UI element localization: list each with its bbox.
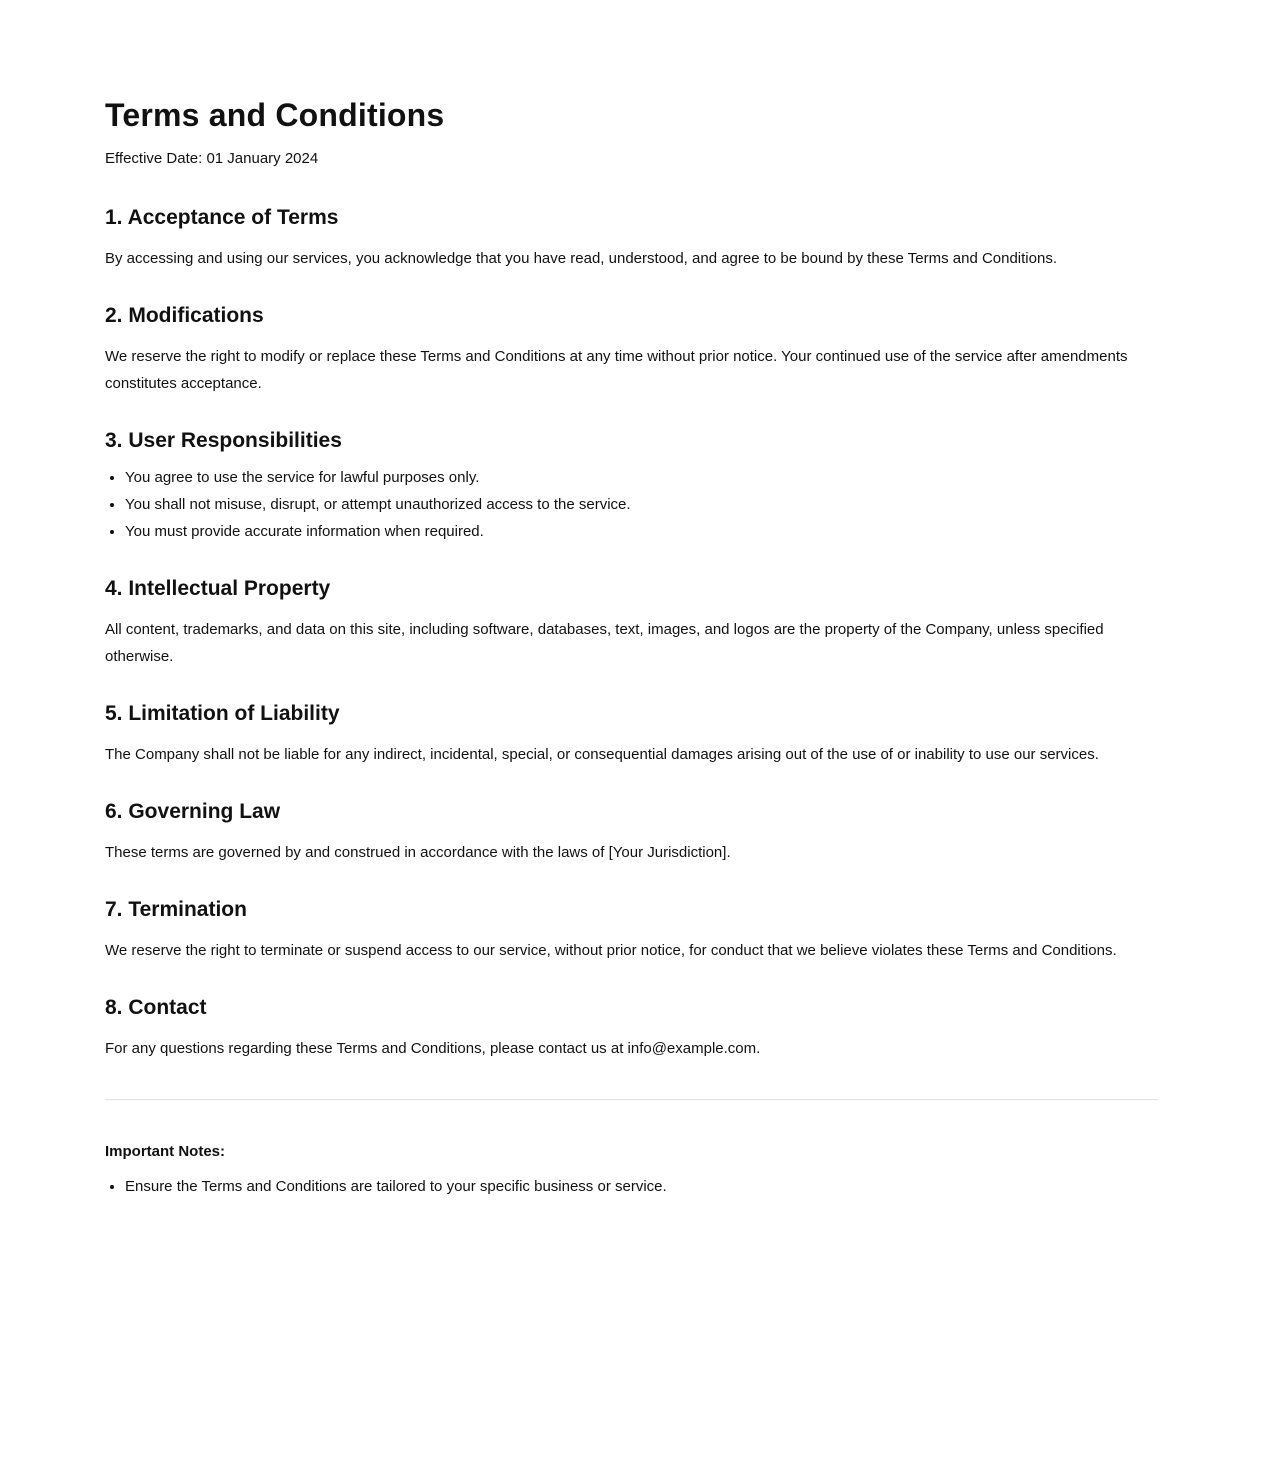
list-item: • You agree to use the service for lawful purposes only. [125, 464, 1158, 491]
notes-title: Important Notes: [105, 1143, 225, 1160]
effective-date: Effective Date: 01 January 2024 [105, 150, 319, 167]
section-heading: 8. Contact [105, 996, 207, 1019]
section-modifications [105, 302, 1158, 397]
section-acceptance-of-terms [105, 204, 1158, 272]
document-content [105, 0, 1158, 1200]
section-intellectual-property [105, 575, 1158, 670]
list-item: • You shall not misuse, disrupt, or attempt unauthorized access to the service. [125, 491, 1158, 518]
list-item: • You must provide accurate information when required. [125, 518, 1158, 545]
section-heading: 3. User Responsibilities [105, 429, 342, 452]
notes-list [105, 1173, 1158, 1200]
section-heading: 5. Limitation of Liability [105, 702, 340, 725]
section-heading: 2. Modifications [105, 304, 264, 327]
section-governing-law [105, 798, 1158, 866]
section-user-responsibilities [105, 427, 1158, 545]
responsibilities-list [105, 464, 1158, 545]
divider [105, 1099, 1158, 1100]
section-body: By accessing and using our services, you acknowledge that you have read, understood, and agree to be bound by these Terms and Conditions. [105, 250, 1057, 267]
section-contact [105, 994, 1158, 1062]
section-limitation-of-liability [105, 700, 1158, 768]
section-heading: 6. Governing Law [105, 800, 281, 823]
important-notes [105, 1141, 1158, 1200]
section-termination [105, 896, 1158, 964]
section-heading: 7. Termination [105, 898, 247, 921]
section-body: We reserve the right to modify or replace these Terms and Conditions at any time without prior notice. Your continued use of the service after amendments constitutes acceptance. [105, 348, 1128, 392]
section-body: All content, trademarks, and data on this site, including software, databases, text, images, and logos are the property of the Company, unless specified otherwise. [105, 621, 1104, 665]
section-body: For any questions regarding these Terms and Conditions, please contact us at info@example.com. [105, 1040, 761, 1057]
section-body: The Company shall not be liable for any indirect, incidental, special, or consequential damages arising out of the use of or inability to use our services. [105, 746, 1099, 763]
page-title: Terms and Conditions [105, 97, 445, 133]
section-body: These terms are governed by and construed in accordance with the laws of [Your Jurisdiction]. [105, 844, 731, 861]
section-heading: 4. Intellectual Property [105, 577, 331, 600]
list-item: • Ensure the Terms and Conditions are tailored to your specific business or service. [125, 1173, 1158, 1200]
section-body: We reserve the right to terminate or suspend access to our service, without prior notice, for conduct that we believe violates these Terms and Conditions. [105, 942, 1117, 959]
section-heading: 1. Acceptance of Terms [105, 206, 339, 229]
